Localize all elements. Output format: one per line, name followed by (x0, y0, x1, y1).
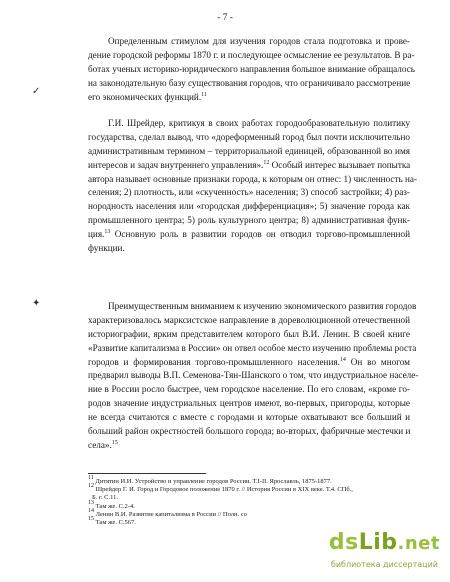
text-line: дение городской реформы 1870 г. и последующее осмысление ее результатов. В ра- (88, 49, 415, 60)
text-line: не всегда считаются с вместе с городами и которые охватывают все больший и (88, 412, 410, 423)
footnote-line: $^{11}$ Дитятин И.И. Устройство и управление городов России. Т.I-II. Ярославль, 1875-1877. (88, 475, 332, 485)
footnote-line: Б. г. С.11. (92, 494, 119, 502)
text-line: Г.И. Шрейдер, критикуя в своих работах городообразовательную политику (108, 118, 410, 128)
text-line: промышленного центра; 5) роль культурного центра; 8) административная функ- (88, 215, 410, 226)
text-line: Преимущественным вниманием к изучению экономического развития городов (108, 301, 417, 311)
text-line: функции. (88, 243, 125, 254)
footnote-line: $^{12}$ Шрейдер Г. И. Город и Городовое положение 1870 г. // История России в XIX веке. Т.4. СПб., (88, 483, 353, 494)
text-line: родов значение индустриальных центров имеют, во-первых, пригороды, которые (88, 398, 410, 409)
footnotes (88, 475, 418, 527)
footnote-line: $^{14}$ Ленин В.И. Развитие капитализма в России // Полн. со (88, 507, 247, 518)
text-line: интересов и задач внутреннего управления».$^{12}$ Особый интерес вызывает попытка (88, 159, 411, 170)
text-line: ция.$^{13}$ Основную роль в развитии городов он отводил торгово-промышленной (88, 229, 410, 240)
margin-mark: ✓ (32, 86, 41, 97)
dslib-logo: dsLib.net (328, 530, 440, 555)
text-line: больший район окрестностей большого города; во-вторых, фабричные местечки и (88, 426, 411, 437)
text-line: села».$^{15}$ (88, 439, 118, 450)
text-line: селения; 2) плотность, или «скученность» населения; 3) способ застройки; 4) раз- (88, 187, 410, 198)
footnote-divider (88, 473, 206, 474)
text-line: характеризовалось марксистское направление в дореволюционной отечественной (88, 314, 410, 325)
margin-mark: ✦ (32, 298, 41, 309)
paragraph-3 (88, 300, 419, 453)
watermark-subtitle: библиотека диссертаций (330, 560, 438, 569)
footnote-line: $^{13}$ Там же. С.2-4. (88, 499, 135, 510)
footnote-ref: 14 (339, 356, 346, 363)
text-line: на законодательную базу существования городов, что ограничивало рассмотрение (88, 77, 411, 88)
text-line: предварил выводы В.П. Семенова-Тян-Шанского о том, что индустриальное населе- (88, 370, 419, 381)
footnote-ref: 13 (104, 229, 111, 236)
text-line: ботах ученых историко-юридического направления большое внимание обращалось (88, 63, 415, 74)
footnote-ref: 11 (201, 91, 207, 98)
paragraph-1 (88, 35, 415, 104)
text-line: нородность населения или «городская дифференциация»; 5) значение города как (88, 201, 410, 212)
footnote-ref: 15 (111, 439, 118, 446)
text-line: городов и формирования торгово-промышленного населения.$^{14}$ Он во многом (88, 356, 410, 367)
paragraph-2 (88, 117, 418, 256)
text-line: историографии, ярким представителем которого был В.И. Ленин. В своей книге (88, 328, 410, 339)
text-line: Определенным стимулом для изучения городов стала подготовка и прове- (108, 36, 410, 46)
footnote-line: $^{15}$ Там же. С.567. (88, 515, 136, 526)
page-number: - 7 - (217, 13, 233, 23)
text-line: государства, сделал вывод, что «дореформенный город был почти исключительно (88, 131, 410, 142)
footnote-ref: 12 (263, 159, 270, 166)
text-line: его экономических функций.$^{11}$ (88, 91, 207, 102)
text-line: «Развитие капитализма в России» он отвел особое место изучению проблемы роста (88, 342, 417, 353)
dslib-watermark (330, 530, 440, 574)
text-line: административным термином – территориальной единицей, образованной во имя (88, 145, 410, 156)
text-line: автора называет основные признаки города, к которым он отнес: 1) численность на- (88, 173, 418, 184)
text-line: ние в России росло быстрее, чем городское население. По его словам, «кроме го- (88, 384, 410, 395)
